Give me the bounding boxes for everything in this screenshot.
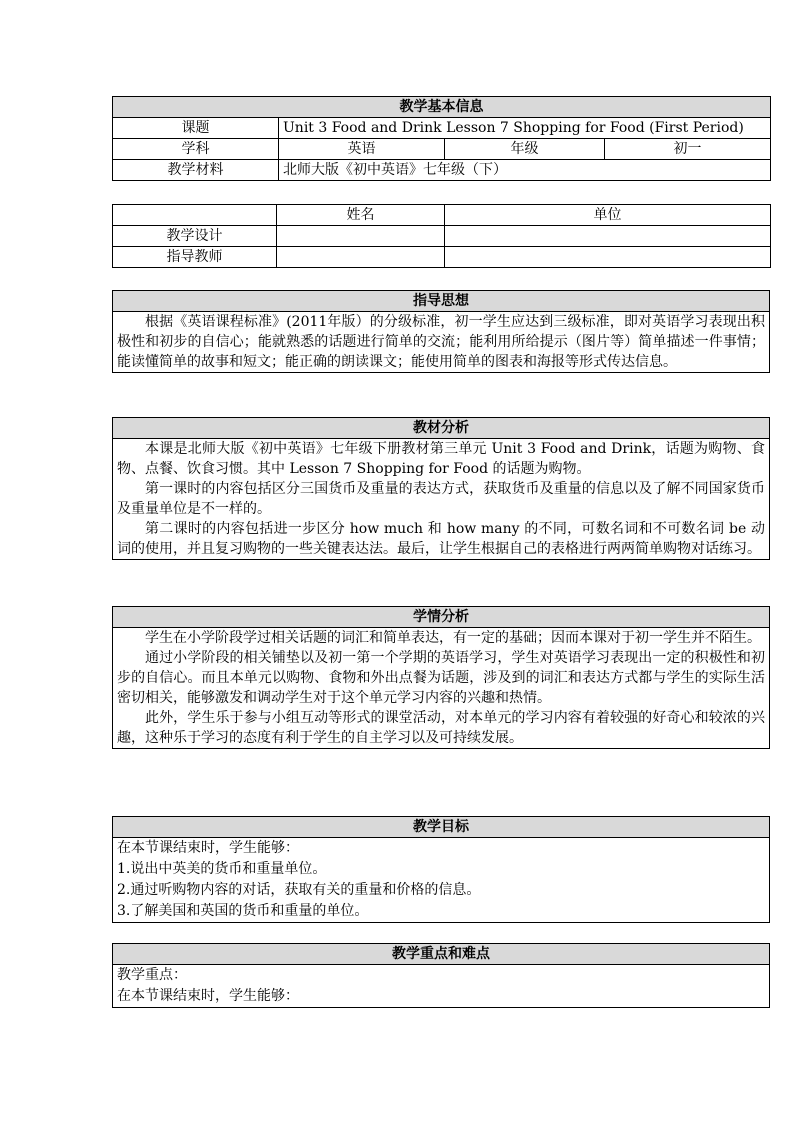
objectives-body — [113, 838, 770, 923]
objectives-line: 2.通过听购物内容的对话，获取有关的重量和价格的信息。 — [117, 882, 481, 898]
name-column-header: 姓名 — [277, 205, 445, 226]
key-points-header: 教学重点和难点 — [113, 944, 770, 965]
textbook-body — [113, 439, 770, 560]
subject-label: 学科 — [113, 139, 279, 160]
objectives-line: 3.了解美国和英国的货币和重量的单位。 — [117, 903, 369, 919]
textbook-table — [112, 417, 770, 560]
grade-label: 年级 — [445, 139, 605, 160]
people-table — [112, 204, 771, 268]
objectives-line: 在本节课结束时，学生能够： — [117, 840, 299, 856]
people-corner — [113, 205, 277, 226]
textbook-paragraph: 第一课时的内容包括区分三国货币及重量的表达方式，获取货币及重量的信息以及了解不同国家货币及重量单位是不一样的。 — [117, 481, 765, 517]
students-paragraph: 此外，学生乐于参与小组互动等形式的课堂活动，对本单元的学习内容有着较强的好奇心和较浓的兴趣，这种乐于学习的态度有利于学生的自主学习以及可持续发展。 — [117, 710, 765, 746]
basic-info-header: 教学基本信息 — [113, 97, 771, 118]
students-body — [113, 628, 770, 749]
grade-value: 初一 — [605, 139, 771, 160]
designer-unit — [445, 226, 771, 247]
objectives-line: 1.说出中英美的货币和重量单位。 — [117, 861, 327, 877]
designer-label: 教学设计 — [113, 226, 277, 247]
objectives-table — [112, 816, 770, 923]
key-points-table — [112, 943, 770, 1008]
unit-column-header: 单位 — [445, 205, 771, 226]
students-header: 学情分析 — [113, 607, 770, 628]
key-points-line: 在本节课结束时，学生能够： — [117, 988, 299, 1004]
guiding-paragraph: 根据《英语课程标准》(2011年版）的分级标准，初一学生应达到三级标准，即对英语学习表现出积极性和初步的自信心；能就熟悉的话题进行简单的交流；能利用所给提示（图片等）简单描述一件事情；能读懂简单的故事和短文；能正确的朗读课文；能使用简单的图表和海报等形式传达信息。 — [117, 314, 765, 370]
guiding-body — [113, 312, 770, 373]
topic-value: Unit 3 Food and Drink Lesson 7 Shopping for Food (First Period) — [279, 118, 771, 139]
students-paragraph: 学生在小学阶段学过相关话题的词汇和简单表达，有一定的基础；因而本课对于初一学生并不陌生。 — [145, 630, 761, 646]
advisor-name — [277, 247, 445, 268]
students-paragraph: 通过小学阶段的相关铺垫以及初一第一个学期的英语学习，学生对英语学习表现出一定的积极性和初步的自信心。而且本单元以购物、食物和外出点餐为话题，涉及到的词汇和表达方式都与学生的实际生活密切相关，能够激发和调动学生对于这个单元学习内容的兴趣和热情。 — [117, 650, 765, 706]
topic-label: 课题 — [113, 118, 279, 139]
key-points-line: 教学重点： — [117, 967, 187, 983]
textbook-paragraph: 第二课时的内容包括进一步区分 how much 和 how many 的不同，可数名词和不可数名词 be 动词的使用，并且复习购物的一些关键表达法。最后，让学生根据自己的表格进行两两简单购物对话练习。 — [117, 521, 765, 557]
advisor-label: 指导教师 — [113, 247, 277, 268]
material-label: 教学材料 — [113, 160, 279, 181]
key-points-body — [113, 965, 770, 1008]
subject-value: 英语 — [279, 139, 445, 160]
basic-info-table — [112, 96, 771, 181]
guiding-header: 指导思想 — [113, 291, 770, 312]
textbook-header: 教材分析 — [113, 418, 770, 439]
objectives-header: 教学目标 — [113, 817, 770, 838]
advisor-unit — [445, 247, 771, 268]
guiding-table — [112, 290, 770, 373]
material-value: 北师大版《初中英语》七年级（下） — [279, 160, 771, 181]
students-table — [112, 606, 770, 749]
textbook-paragraph: 本课是北师大版《初中英语》七年级下册教材第三单元 Unit 3 Food and Drink，话题为购物、食物、点餐、饮食习惯。其中 Lesson 7 Shopping for Food 的话题为购物。 — [117, 441, 765, 477]
designer-name — [277, 226, 445, 247]
